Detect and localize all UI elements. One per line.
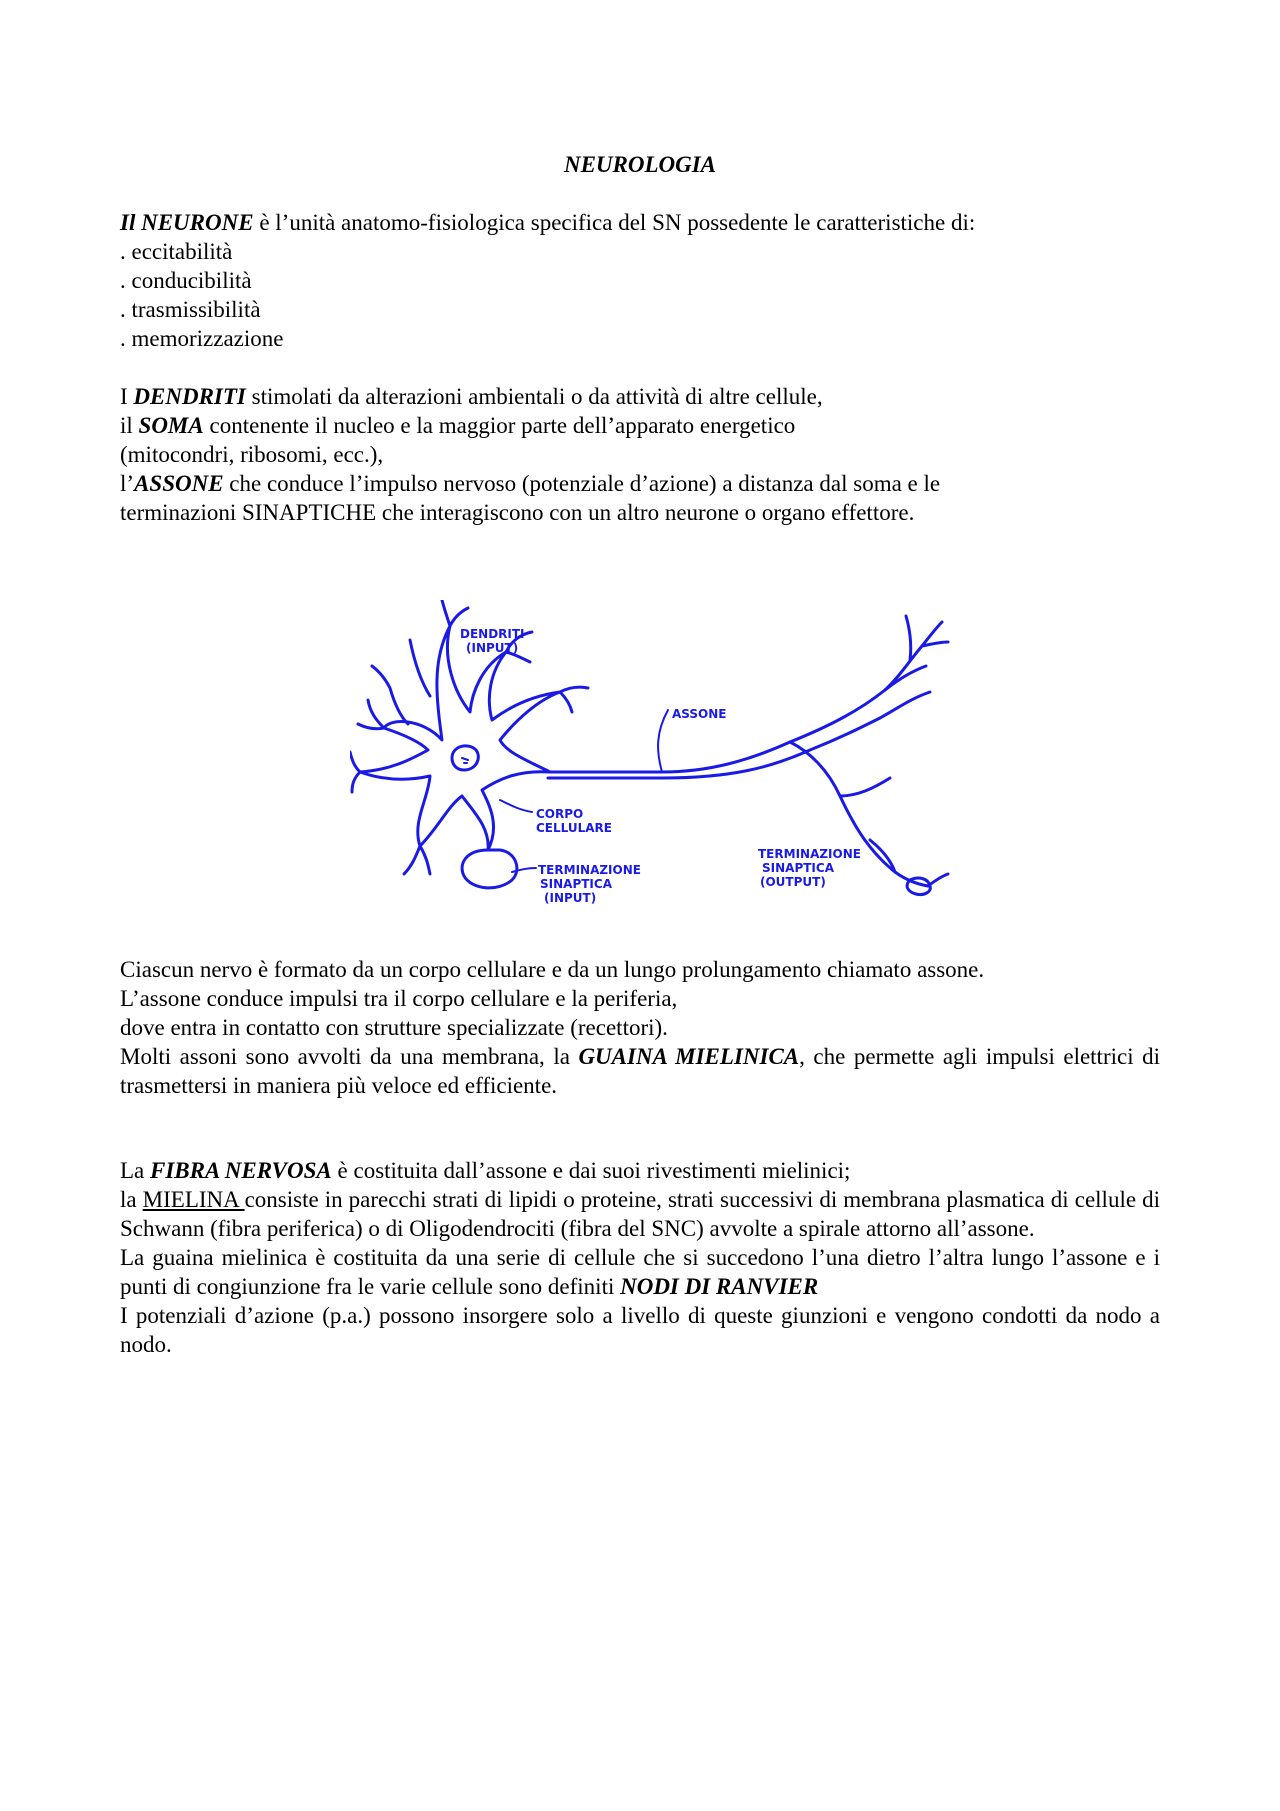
label-corpo: CORPO: [536, 807, 584, 821]
neurone-term: Il NEURONE: [120, 210, 254, 235]
sinaptiche-line: terminazioni SINAPTICHE che interagiscono con un altro neurone o organo effettore.: [120, 500, 915, 525]
neuron-diagram: [350, 600, 950, 930]
label-sinaptica-in: SINAPTICA: [540, 877, 612, 891]
text-run: la: [120, 1187, 143, 1212]
label-input-2: (INPUT): [544, 891, 597, 905]
dendriti-line: [120, 382, 1160, 411]
pointer-assone: [658, 710, 668, 772]
fibra-section: [120, 1156, 1160, 1359]
page-title: NEUROLOGIA: [563, 152, 717, 177]
guaina-term: GUAINA MIELINICA: [578, 1044, 800, 1069]
guaina-paragraph: [120, 1042, 1160, 1100]
mielina-term: MIELINA: [142, 1187, 245, 1212]
pointer-corpo: [500, 800, 532, 812]
fibra-paragraph: [120, 1156, 1160, 1185]
assone-term: ASSONE: [134, 471, 224, 496]
label-sinaptica-out: SINAPTICA: [762, 861, 834, 875]
list-item: . eccitabilità: [120, 239, 233, 264]
nucleolus: [462, 758, 468, 763]
axon: [550, 646, 922, 772]
dendriti-term: DENDRITI: [133, 384, 246, 409]
nerve-paragraph: dove entra in contatto con strutture specializzate (recettori).: [120, 1015, 668, 1040]
list-item: . conducibilità: [120, 268, 252, 293]
assone-line: [120, 469, 1160, 498]
label-input: (INPUT): [466, 641, 519, 655]
neuron-parts: [120, 382, 1160, 527]
list-item: . memorizzazione: [120, 326, 284, 351]
nerve-paragraph: L’assone conduce impulsi tra il corpo cellulare e la periferia,: [120, 986, 678, 1011]
label-dendriti: DENDRITI: [460, 627, 525, 641]
text-run: stimolati da alterazioni ambientali o da attività di altre cellule,: [245, 384, 823, 409]
text-run: , che permette agli impulsi elettrici di trasmettersi in maniera più veloce ed efficiente.: [120, 1044, 1161, 1098]
synaptic-terminal-in: [462, 850, 517, 888]
soma-term: SOMA: [138, 413, 204, 438]
label-assone: ASSONE: [672, 707, 727, 721]
axon-branch: [840, 778, 948, 886]
cell-body-outline: [360, 626, 560, 850]
nucleus: [452, 746, 478, 770]
text-run: La guaina mielinica è costituita da una serie di cellule che si succedono l’una dietro l’altra lungo l’assone e i punti di congiunzione fra le varie cellule sono definiti: [120, 1245, 1160, 1299]
label-cellulare: CELLULARE: [536, 821, 612, 835]
neuron-intro: [120, 208, 1160, 353]
nerve-section: [120, 955, 1160, 1100]
text-run: contenente il nucleo e la maggior parte dell’apparato energetico: [203, 413, 796, 438]
soma-line: [120, 411, 1160, 440]
text-run: il: [120, 413, 139, 438]
axon-branch: [880, 616, 948, 718]
label-terminazione-out: TERMINAZIONE: [758, 847, 861, 861]
pa-paragraph: I potenziali d’azione (p.a.) possono insorgere solo a livello di queste giunzioni e vengono condotti da nodo a nodo.: [120, 1303, 1160, 1357]
text-run: l’: [120, 471, 135, 496]
ranvier-paragraph: [120, 1243, 1160, 1301]
text-run: che conduce l’impulso nervoso (potenziale d’azione) a distanza dal soma e le: [223, 471, 941, 496]
label-output: (OUTPUT): [760, 875, 826, 889]
nerve-paragraph: Ciascun nervo è formato da un corpo cellulare e da un lungo prolungamento chiamato assone.: [120, 957, 985, 982]
text-run: Molti assoni sono avvolti da una membrana, la: [120, 1044, 579, 1069]
text-run: è costituita dall’assone e dai suoi rivestimenti mielinici;: [331, 1158, 851, 1183]
ranvier-term: NODI DI RANVIER: [620, 1274, 819, 1299]
text-run: La: [120, 1158, 151, 1183]
list-item: . trasmissibilità: [120, 297, 261, 322]
intro-line: [120, 208, 1160, 237]
fibra-term: FIBRA NERVOSA: [150, 1158, 332, 1183]
label-terminazione-in: TERMINAZIONE: [538, 863, 641, 877]
text-run: I: [120, 384, 134, 409]
mielina-paragraph: [120, 1185, 1160, 1243]
intro-text: è l’unità anatomo-fisiologica specifica del SN possedente le caratteristiche di:: [253, 210, 976, 235]
organelles-line: (mitocondri, ribosomi, ecc.),: [120, 442, 384, 467]
text-run: consiste in parecchi strati di lipidi o proteine, strati successivi di membrana plasmatica di cellule di Schwann (fibra periferica) o di Oligodendrociti (fibra del SNC) avvolte a spirale attorno all’assone.: [120, 1187, 1160, 1241]
axon: [548, 718, 880, 778]
